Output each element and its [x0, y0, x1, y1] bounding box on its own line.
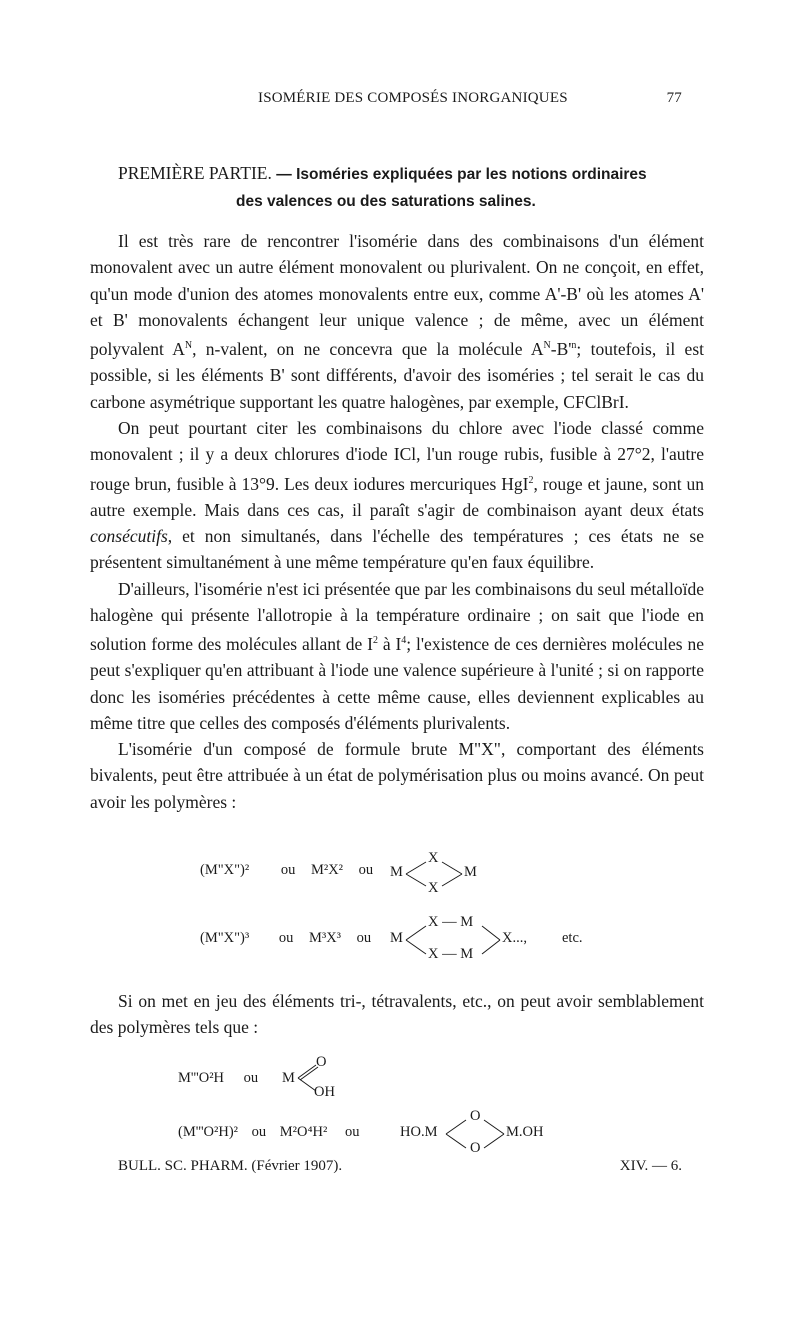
f2-c-right: X..., [502, 930, 527, 946]
formula-row-1 [200, 862, 373, 879]
f1-c-left: M [390, 864, 403, 880]
p3-part-c: ; l'existence de ces dernières molécules ne peut s'expliquer qu'en attribuant à l'iode une valence supérieure à l'unité ; si on rapporte donc les isoméries précédentes à cette même cause, elles deviennent explicables au même titre que celles des composés d'éléments plurivalents. [90, 633, 704, 733]
paragraph-5: Si on met en jeu des éléments tri-, tétravalents, etc., on peut avoir semblablement des polymères tels que : [90, 991, 704, 1038]
paragraph-1 [90, 228, 704, 415]
f3-b-top: O [316, 1054, 327, 1070]
f3-a: M'''O²H [178, 1070, 225, 1086]
f3-ou: ou [243, 1070, 259, 1086]
formula-ring-2 [390, 914, 620, 964]
body-text-lower [90, 988, 704, 1041]
p2-emphasis: consécutifs [90, 525, 168, 546]
paragraph-4: L'isomérie d'un composé de formule brute M"X", comportant des éléments bivalents, peut être attribuée à un état de polymérisation plus ou moins avancé. On peut avoir les polymères : [90, 739, 704, 812]
f1-c-top: X [428, 850, 439, 866]
page-number: 77 [666, 90, 682, 106]
f4-b: M²O⁴H² [279, 1124, 328, 1140]
p3-sup-2: 4 [401, 635, 407, 647]
f4-bond-lines [444, 1116, 508, 1152]
f4-c-right: M.OH [506, 1124, 544, 1140]
p1-part-a: Il est très rare de rencontrer l'isomérie dans des combinaisons d'un élément monovalent avec un autre élément monovalent ou plurivalent. On ne conçoit, en effet, qu'un mode d'union des atomes monovalents entre eux, comme A'-B' où les atomes A' et B' monovalents échangent leur unique valence ; de même, avec un élément polyvalent A [90, 231, 704, 360]
f1-c-bot: X [428, 880, 439, 896]
formula-row-3 [178, 1070, 258, 1087]
f2-c-bot: X — M [428, 946, 474, 962]
formula-ring-4 [400, 1108, 570, 1156]
f2-bond-lines [404, 922, 504, 958]
p1-sup-1: N [184, 340, 193, 352]
f1-c-right: M [464, 864, 477, 880]
p1-part-b: , n-valent, on ne concevra que la molécule A [192, 339, 544, 360]
footer-signature: XIV. — 6. [619, 1158, 682, 1174]
f3-b-left: M [282, 1070, 295, 1086]
p2-sup: 2 [528, 474, 534, 486]
formula-row-2 [200, 930, 371, 947]
section-heading [118, 160, 647, 215]
f2-c-top: X — M [428, 914, 474, 930]
f1-ou1: ou [280, 862, 296, 878]
footer-citation: BULL. SC. PHARM. (Février 1907). [118, 1158, 343, 1174]
f4-c-bot: O [470, 1140, 481, 1156]
f1-ou2: ou [358, 862, 374, 878]
p3-part-a: D'ailleurs, l'isomérie n'est ici présentée que par les combinaisons du seul métalloïde halogène qui présente l'allotropie à la température ordinaire ; on sait que l'iode en solution forme des molécules allant de I [90, 578, 704, 654]
f4-ou1: ou [251, 1124, 267, 1140]
f4-ou2: ou [345, 1124, 360, 1140]
p3-part-b: à I [377, 633, 402, 654]
f3-bond-lines [296, 1062, 320, 1094]
formula-acid [282, 1054, 352, 1100]
f2-b: M³X³ [308, 930, 342, 946]
section-label: PREMIÈRE PARTIE. [118, 163, 272, 183]
f1-a: (M"X")² [200, 862, 250, 878]
p1-part-c: -B' [550, 339, 572, 360]
p1-sup-2: N [543, 340, 551, 352]
f2-etc: etc. [562, 930, 583, 946]
p1-sup-3: n [571, 340, 577, 352]
paragraph-2 [90, 415, 704, 576]
f2-ou2: ou [356, 930, 372, 946]
f2-ou1: ou [278, 930, 294, 946]
f4-a: (M'''O²H)² [178, 1124, 239, 1140]
f2-c-left: M [390, 930, 403, 946]
f1-b: M²X² [310, 862, 344, 878]
running-title: ISOMÉRIE DES COMPOSÉS INORGANIQUES [258, 90, 568, 106]
page-footer [118, 1158, 682, 1175]
p2-part-b: , rouge et jaune, sont un autre exemple. Mais dans ces cas, il paraît s'agir de combinaison ayant deux états [90, 473, 705, 520]
body-text-upper [90, 228, 704, 815]
formula-ring-1 [390, 850, 500, 898]
f4-c-left: HO.M [400, 1124, 438, 1140]
p2-part-c: , et non simultanés, dans l'échelle des températures ; ces états ne se présentent simultanément à une même température qu'en faux équilibre. [90, 525, 704, 573]
f2-a: (M"X")³ [200, 930, 250, 946]
f1-bond-lines [404, 858, 464, 890]
p2-part-a: On peut pourtant citer les combinaisons du chlore avec l'iode classé comme monovalent ; il y a deux chlorures d'iode ICl, l'un rouge rubis, fusible à 27°2, l'autre rouge brun, fusible à 13°9. Les deux iodures mercuriques HgI [90, 417, 704, 494]
p3-sup-1: 2 [372, 635, 378, 647]
section-title-line1: — Isoméries expliquées par les notions ordinaires [276, 166, 647, 183]
f4-c-top: O [470, 1108, 481, 1124]
paragraph-3 [90, 576, 704, 737]
formula-row-4 [178, 1124, 360, 1141]
section-title-line2: des valences ou des saturations salines. [236, 193, 536, 210]
f3-b-bot: OH [314, 1084, 335, 1100]
p1-part-d: ; toutefois, il est possible, si les éléments B' sont différents, d'avoir des isoméries ; tel serait le cas du carbone asymétrique supportant les quatre halogènes, par exemple, CFClBrI. [90, 339, 704, 412]
